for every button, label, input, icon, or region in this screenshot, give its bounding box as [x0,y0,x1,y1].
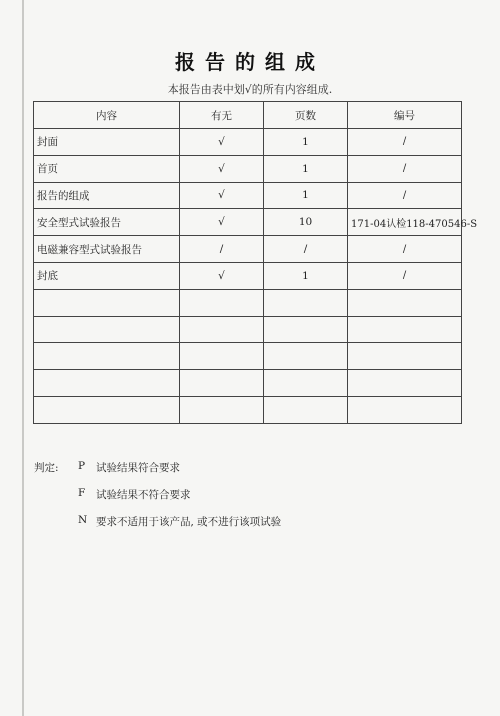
cell-presence: √ [180,129,264,156]
cell-number: / [348,155,462,182]
cell-pages: 1 [264,262,348,289]
cell-number: 171-04认检118-470546-S [348,209,462,236]
cell-number [348,396,462,423]
judgement-label: 判定: [34,462,59,474]
cell-presence: √ [180,155,264,182]
cell-pages: 1 [264,155,348,182]
cell-presence [180,316,264,343]
cell-pages: 10 [264,209,348,236]
page-title: 报告的组成 [175,50,325,74]
cell-presence [180,370,264,397]
cell-number: / [348,182,462,209]
cell-content: 电磁兼容型式试验报告 [34,236,180,263]
cell-number [348,343,462,370]
judgement-code: P [78,460,86,472]
cell-number [348,370,462,397]
cell-number: / [348,236,462,263]
cell-presence: √ [180,182,264,209]
cell-pages [264,343,348,370]
cell-pages: 1 [264,182,348,209]
cell-pages [264,370,348,397]
header-pages: 页数 [264,102,348,129]
table-row [34,370,462,397]
cell-presence [180,396,264,423]
cell-content [34,316,180,343]
cell-presence [180,343,264,370]
judgement-code: N [78,514,88,526]
cell-content: 安全型式试验报告 [34,209,180,236]
header-presence: 有无 [180,102,264,129]
cell-pages [264,396,348,423]
judgement-text: 试验结果符合要求 [96,462,180,474]
cell-pages [264,289,348,316]
judgement-text: 要求不适用于该产品, 或不进行该项试验 [96,516,282,528]
report-contents-table [33,101,478,424]
cell-content: 封底 [34,262,180,289]
cell-content: 报告的组成 [34,182,180,209]
table-header-row [34,102,462,129]
cell-number [348,289,462,316]
judgement-code: F [78,487,86,499]
header-content: 内容 [34,102,180,129]
cell-presence [180,289,264,316]
cell-pages: 1 [264,129,348,156]
cell-content: 封面 [34,129,180,156]
cell-number: / [348,262,462,289]
judgement-text: 试验结果不符合要求 [96,489,191,501]
header-number: 编号 [348,102,462,129]
table-row [34,182,462,209]
cell-content: 首页 [34,155,180,182]
table-row [34,289,462,316]
table-body [34,129,478,424]
cell-pages: / [264,236,348,263]
table-row [34,343,462,370]
page-binding-edge [22,0,24,716]
cell-presence: / [180,236,264,263]
cell-content [34,370,180,397]
table-row [34,236,462,263]
table-row [34,209,462,236]
cell-number [348,316,462,343]
cell-number: / [348,129,462,156]
cell-pages [264,316,348,343]
cell-presence: √ [180,262,264,289]
cell-content [34,289,180,316]
table-row [34,262,462,289]
cell-content [34,396,180,423]
table-row [34,155,462,182]
table-row [34,129,462,156]
table-row [34,316,462,343]
cell-content [34,343,180,370]
cell-presence: √ [180,209,264,236]
page-subtitle: 本报告由表中划√的所有内容组成. [167,83,333,96]
table-row [34,396,462,423]
